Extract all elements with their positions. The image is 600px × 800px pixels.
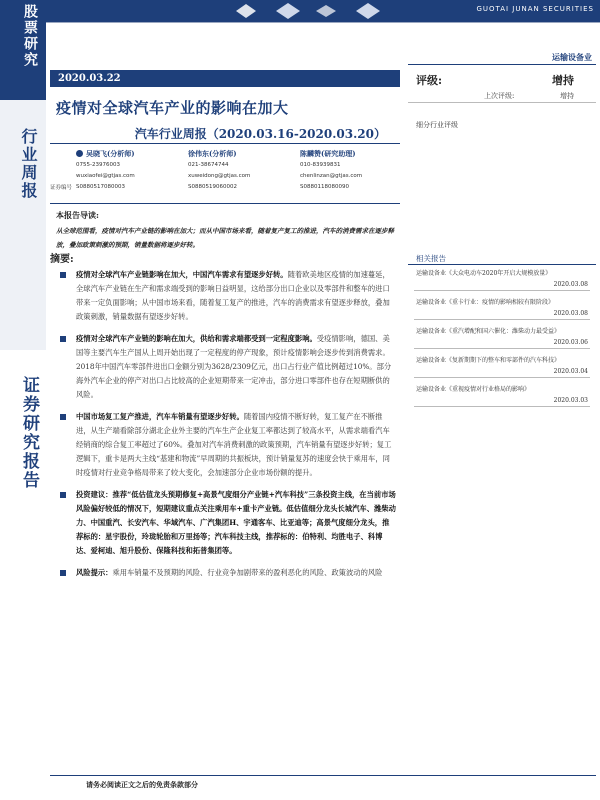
bullet-lead: 中国市场复工复产推进，汽车车销量有望逐步好转。 [76,412,244,421]
analyst-cert: S0880118080090 [300,183,349,190]
guide-text: 从全球范围看，疫情对汽车产业链的影响在加大；而从中国市场来看，随着复产复工的推进，汽车的消费需求在逐步释放，叠加政策刺激的预期，销量数据将逐步好转。 [56,227,394,249]
cert-row-label: 证券编号 [50,184,73,191]
analyst-name: 吴晓飞(分析师) [86,148,135,158]
summary-bullets [58,268,396,588]
summary-bullet [58,410,396,480]
diamond-decoration-icon [216,2,416,20]
footer-disclaimer: 请务必阅读正文之后的免责条款部分 [86,780,198,789]
title-divider [50,143,400,144]
related-reports-title: 相关报告 [416,254,446,263]
related-divider [408,264,596,265]
summary-title: 摘要: [50,254,74,265]
report-date: 2020.03.22 [50,70,400,87]
related-report-item[interactable] [414,297,590,320]
analyst-email[interactable]: chenlinzan@gtjas.com [300,172,363,179]
analyst-divider [50,203,400,204]
rating-label: 评级: [416,74,443,87]
banner-divider [46,22,600,23]
bullet-lead: 风险提示： [76,568,113,577]
related-report-item[interactable] [414,326,590,349]
analyst-phone: 010-83939831 [300,161,341,168]
analyst-phone: 021-38674744 [188,161,229,168]
previous-rating-label: 上次评级: [484,92,515,100]
bullet-text: 受疫情影响，德国、美国等主要汽车生产国从上周开始出现了一定程度的停产现象，预计疫情影响会逐步传到消费需求。2018年中国汽车零部件进出口金额分别为3628/2309亿元，出口占行业产值比例超过10%。部分海外汽车企业的停产对出口占比较高的企业短期带来一定冲击，部分进口零部件也存在短期断供的风险。 [76,334,392,399]
bullet-lead: 疫情对全球汽车产业链的影响在加大，供给和需求端都受到一定程度影响。 [76,334,317,343]
related-report-item[interactable] [414,355,590,378]
related-report-date: 2020.03.04 [553,368,588,375]
related-report-date: 2020.03.08 [553,310,588,317]
related-report-title[interactable]: 运输设备业《复新期期下的整车和零部件的汽车科技》 [416,357,561,364]
brand-logo: GUOTAI JUNAN SECURITIES [476,5,594,13]
sidebar-mid-text: 行业周报 [19,128,38,200]
analyst-cert: S0880517080003 [76,183,125,190]
footer-divider [50,775,596,776]
analyst-phone: 0755-23976003 [76,161,120,168]
report-subtitle: 汽车行业周报（2020.03.16-2020.03.20） [134,127,386,141]
analyst-phone-row [50,159,400,170]
related-report-title[interactable]: 运输设备业《重视疫情对行业格局的影响》 [416,386,531,393]
related-reports-list [414,268,590,413]
analyst-cert: S0880519060002 [188,183,237,190]
analyst-email-row [50,170,400,181]
analyst-email[interactable]: wuxiaofei@gtjas.com [76,172,135,179]
sidebar-bottom-text: 证券研究报告 [19,376,39,490]
industry-divider [408,64,596,65]
related-report-title[interactable]: 运输设备业《重卡行业：疫情的影响相较有限阶段》 [416,299,555,306]
related-report-date: 2020.03.03 [553,397,588,404]
summary-bullet [58,566,396,580]
bullet-lead: 投资建议：推荐“低估值龙头预期修复+高景气度细分产业链+汽车科技”三条投资主线，在当前市场风险偏好较低的情况下，短期建议重点关注乘用车+重卡产业链。低估值细分龙头长城汽车、潍柴动力、中国重汽、长安汽车、华域汽车、广汽集团H、宇通客车、比亚迪等；高景气度细分龙头，推荐标的：星宇股份，玲珑轮胎和万里扬等；汽车科技主线，推荐标的：伯特利、均胜电子、科博达、爱柯迪、旭升股份、保隆科技和拓普集团等。 [76,490,396,555]
analyst-names-row [50,148,400,159]
rating-value: 增持 [552,74,574,87]
analyst-cert-row [50,181,400,192]
sub-industry-rating: 细分行业评级 [416,121,458,129]
summary-bullet [58,268,396,324]
guide-title: 本报告导读: [56,210,99,220]
bullet-text: 随着欧美地区疫情的加速蔓延，全球汽车产业链在生产和需求端受到的影响日益明显，这给部分出口企业以及零部件和整车的进口带来一定负面影响；从中国市场来看，随着复工复产的推进，汽车的消费需求有望逐步释放，叠加政策刺激，销量数据有望逐步好转。 [76,270,390,321]
summary-bullet [58,488,396,558]
analyst-table [50,148,400,192]
related-report-title[interactable]: 运输设备业《重汽增配和国六催化：潍柴动力最受益》 [416,328,561,335]
related-report-date: 2020.03.06 [553,339,588,346]
summary-bullet [58,332,396,402]
analyst-email[interactable]: xuweidong@gtjas.com [188,172,251,179]
person-icon [76,150,83,157]
bullet-text: 随着国内疫情不断好转，复工复产在不断推进，从生产端看除部分湖北企业外主要的汽车生产企业复工率都达到了较高水平，从需求端看汽车经销商的综合复工率超过了60%。叠加对汽车消费刺激的政策预期，汽车销量有望逐步好转；复工逻辑下，重卡是两大主线“基建和物流”早周期的共振板块，预计销量复苏的速度会快于乘用车，同时疫情对行业竞争格局带来了较大变化，会加速部分企业市场份额的提升。 [76,412,392,477]
related-report-date: 2020.03.08 [553,281,588,288]
analyst-name: 陈麟赞(研究助理) [300,148,356,158]
bullet-lead: 疫情对全球汽车产业链影响在加大，中国汽车需求有望逐步好转。 [76,270,288,279]
related-report-item[interactable] [414,384,590,407]
related-report-title[interactable]: 运输设备业《大众电动车2020年开启大规模放量》 [416,270,552,277]
sidebar-top-text: 股票研究 [22,4,38,68]
industry-tag: 运输设备业 [552,52,592,62]
related-report-item[interactable] [414,268,590,291]
analyst-name: 徐伟东(分析师) [188,148,237,158]
rating-divider [408,102,596,103]
header-banner [46,0,600,22]
bullet-text: 乘用车销量不及预期的风险、行业竞争加剧带来的盈利恶化的风险、政策波动的风险 [112,568,383,577]
page-title: 疫情对全球汽车产业的影响在加大 [56,99,289,117]
previous-rating-value: 增持 [560,92,574,100]
